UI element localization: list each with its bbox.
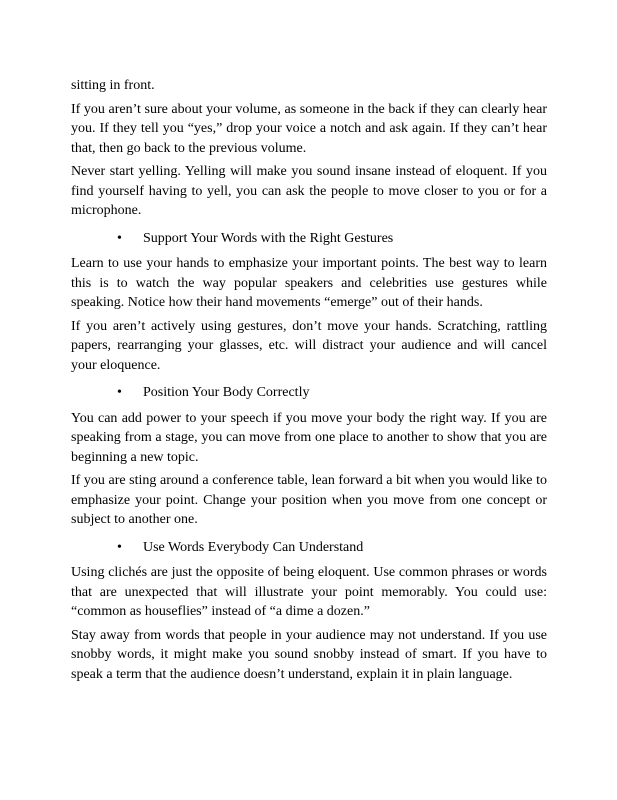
paragraph-move-on-stage: You can add power to your speech if you move your body the right way. If you are speaking from a stage, you can move from one place to another to show that you are beginning a new topic. — [71, 410, 547, 465]
bullet-heading-body-position — [71, 383, 547, 403]
paragraph-cliches: Using clichés are just the opposite of being eloquent. Use common phrases or words that are unexpected that will illustrate your point memorably. You could use: “common as houseflies” instead of “a dime a dozen.” — [71, 565, 547, 619]
bullet-icon: • — [117, 230, 122, 246]
bullet-heading-label: Position Your Body Correctly — [143, 385, 310, 400]
paragraph-use-hands: Learn to use your hands to emphasize your important points. The best way to learn this is to watch the way popular speakers and celebrities use gestures while speaking. Notice how their hand movements “emerge” out of their hands. — [71, 256, 547, 310]
paragraph-volume-check: If you aren’t sure about your volume, as someone in the back if they can clearly hear you. If they tell you “yes,” drop your voice a notch and ask again. If they can’t hear that, then go back to the previous volume. — [71, 101, 547, 156]
bullet-heading-label: Support Your Words with the Right Gestures — [143, 230, 394, 246]
bullet-icon: • — [117, 385, 122, 400]
bullet-heading-plain-words — [71, 538, 547, 558]
bullet-icon: • — [117, 539, 122, 555]
bullet-heading-label: Use Words Everybody Can Understand — [143, 539, 364, 555]
bullet-heading-gestures — [71, 229, 547, 249]
page-content — [71, 76, 547, 688]
paragraph-avoid-fidgeting: If you aren’t actively using gestures, don’t move your hands. Scratching, rattling papers, rearranging your glasses, etc. will distract your audience and will cancel your eloquence. — [71, 318, 547, 373]
paragraph-conference-table: If you are sting around a conference table, lean forward a bit when you would like to emphasize your point. Change your position when you move from one concept or subject to another one. — [71, 473, 547, 527]
paragraph-snobby-words: Stay away from words that people in your audience may not understand. If you use snobby words, it might make you sound snobby instead of smart. If you have to speak a term that the audience doesn’t understand, explain it in plain language. — [71, 627, 547, 682]
paragraph-continuation: sitting in front. — [71, 78, 155, 93]
paragraph-never-yell: Never start yelling. Yelling will make you sound insane instead of eloquent. If you find yourself having to yell, you can ask the people to move closer to you or for a microphone. — [71, 164, 547, 218]
